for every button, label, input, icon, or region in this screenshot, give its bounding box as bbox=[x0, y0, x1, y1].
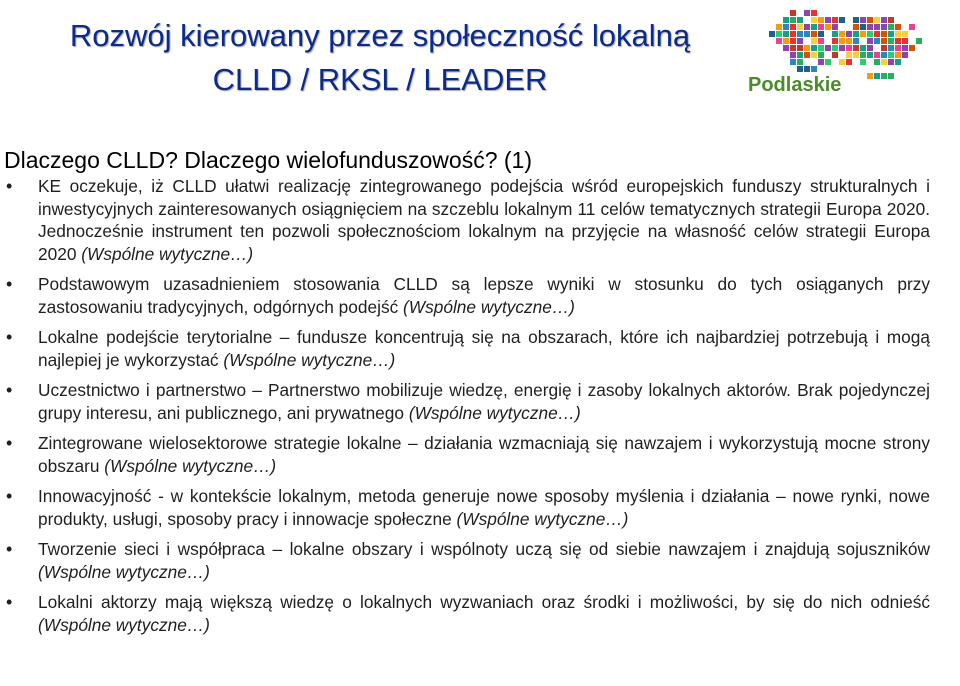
logo-text: Podlaskie bbox=[748, 74, 842, 96]
list-item: • Uczestnictwo i partnerstwo – Partnerstwo mobilizuje wiedzę, energię i zasoby lokalnych aktorów. Brak pojedynczej grupy interesu, ani publicznego, ani prywatnego (Wspólne wytyczne…) bbox=[0, 379, 930, 424]
bullet-list bbox=[0, 175, 930, 644]
slide-title bbox=[40, 14, 720, 102]
list-item: • Zintegrowane wielosektorowe strategie lokalne – działania wzmacniają się nawzajem i wykorzystują mocne strony obszaru (Wspólne wytyczne…) bbox=[0, 432, 930, 477]
list-item: • Innowacyjność - w kontekście lokalnym, metoda generuje nowe sposoby myślenia i działania – nowe rynki, nowe produkty, usługi, sposoby pracy i innowacje społeczne (Wspólne wytyczne…) bbox=[0, 485, 930, 530]
title-line-1: Rozwój kierowany przez społeczność lokalną bbox=[69, 18, 691, 53]
list-item: • Podstawowym uzasadnieniem stosowania CLLD są lepsze wyniki w stosunku do tych osiąganych przy zastosowaniu tradycyjnych, odgórnych podejść (Wspólne wytyczne…) bbox=[0, 273, 930, 318]
list-item: • Lokalni aktorzy mają większą wiedzę o lokalnych wyzwaniach oraz środki i możliwości, by się do nich odnieść (Wspólne wytyczne…) bbox=[0, 591, 930, 636]
title-line-2: CLLD / RKSL / LEADER bbox=[212, 62, 548, 97]
section-heading: Dlaczego CLLD? Dlaczego wielofunduszowość? (1) bbox=[4, 147, 532, 173]
list-item: • KE oczekuje, iż CLLD ułatwi realizację zintegrowanego podejścia wśród europejskich funduszy strukturalnych i inwestycyjnych zainteresowanych osiągnięciem na szczeblu lokalnym 11 celów tematycznych strategii Europa 2020. Jednocześnie instrument ten pozwoli społecznościom lokalnym na przyjęcie na własność celów strategii Europa 2020 (Wspólne wytyczne…) bbox=[0, 175, 930, 265]
list-item: • Lokalne podejście terytorialne – fundusze koncentrują się na obszarach, które ich najbardziej potrzebują i mogą najlepiej je wykorzystać (Wspólne wytyczne…) bbox=[0, 326, 930, 371]
list-item: • Tworzenie sieci i współpraca – lokalne obszary i wspólnoty uczą się od siebie nawzajem i znajdują sojuszników (Wspólne wytyczne…) bbox=[0, 538, 930, 583]
